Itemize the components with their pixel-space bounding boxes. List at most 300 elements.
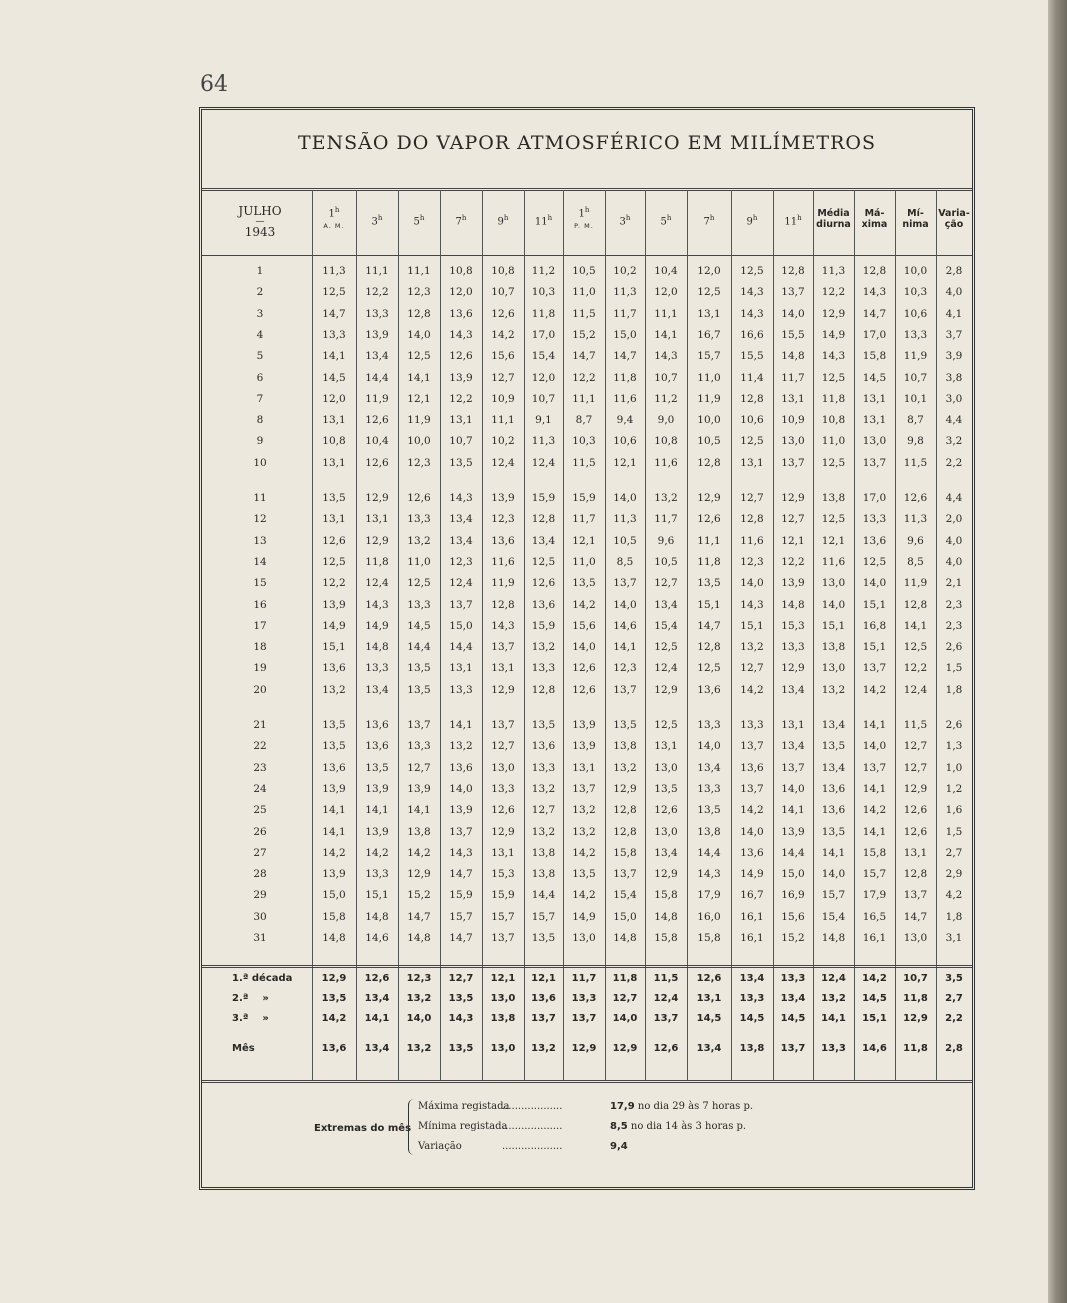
table-cell: 14,8	[781, 350, 805, 363]
table-cell: 3,8	[945, 371, 963, 384]
table-cell: 12,7	[531, 804, 556, 817]
table-cell: 12,9	[491, 683, 515, 696]
table-cell: 14,7	[449, 932, 473, 944]
table-cell: 12,1	[407, 392, 431, 405]
table-cell: 13,2	[322, 683, 346, 696]
month-dash: —	[255, 217, 265, 227]
table-cell: 11,5	[572, 456, 596, 469]
table-cell: 8,5	[907, 555, 924, 568]
table-cell: 13,1	[781, 392, 805, 405]
table-cell: 13,5	[613, 719, 637, 731]
table-cell: 12,6	[365, 456, 389, 469]
table-cell: 13,2	[449, 740, 473, 753]
table-cell: 15,9	[531, 492, 556, 504]
table-row	[202, 372, 972, 394]
summary-cell: 13,2	[406, 993, 432, 1004]
table-cell: 8,7	[907, 414, 924, 427]
table-cell: 14,1	[322, 804, 346, 817]
table-cell: 15,8	[862, 350, 887, 363]
table-cell: 13,1	[491, 662, 515, 675]
table-cell: 14,1	[613, 641, 637, 654]
table-cell: 12,8	[697, 641, 721, 654]
table-cell: 12,7	[740, 662, 764, 675]
table-row	[202, 286, 972, 308]
table-cell: 16,7	[697, 328, 721, 341]
hour-value: 3	[371, 216, 378, 228]
summary-cell: 13,5	[448, 1043, 474, 1054]
summary-cell: 13,3	[571, 993, 597, 1004]
table-cell: 10,3	[903, 286, 928, 299]
table-cell: 13,9	[407, 782, 431, 795]
table-cell: 13,6	[740, 761, 764, 774]
table-cell: 14,1	[449, 719, 473, 731]
table-cell: 10,0	[407, 435, 431, 448]
table-cell: 11,1	[491, 414, 515, 427]
table-cell: 13,3	[740, 719, 764, 731]
table-cell: 4,0	[945, 534, 963, 547]
table-cell: 13,9	[449, 371, 473, 384]
summary-cell: 13,0	[490, 1043, 516, 1054]
table-cell: 14,3	[821, 350, 846, 363]
table-cell: 14,0	[697, 740, 721, 753]
table-cell: 16,6	[740, 328, 764, 341]
table-cell: 12,7	[903, 740, 928, 753]
table-cell: 13,1	[903, 846, 928, 859]
table-cell: 8,7	[575, 414, 593, 427]
table-cell: 12,6	[449, 350, 473, 363]
day-label: 16	[253, 598, 267, 611]
hour-suffix: h	[503, 214, 509, 222]
summary-cell: 13,0	[490, 993, 516, 1004]
leader-dots: ...................	[502, 1141, 563, 1152]
table-cell: 10,8	[322, 435, 346, 448]
table-cell: 13,7	[407, 719, 431, 731]
table-cell: 13,2	[531, 641, 556, 654]
summary-row	[202, 1013, 972, 1035]
table-cell: 13,5	[697, 577, 721, 590]
table-cell: 14,1	[654, 328, 678, 341]
hour-suffix: h	[625, 214, 631, 222]
table-cell: 12,4	[491, 456, 515, 469]
table-cell: 15,0	[322, 889, 346, 902]
table-cell: 12,4	[654, 662, 678, 675]
table-cell: 11,8	[821, 392, 846, 405]
table-cell: 11,5	[572, 307, 596, 320]
summary-cell: 13,8	[490, 1013, 516, 1024]
table-cell: 12,5	[740, 265, 764, 277]
table-cell: 12,8	[613, 804, 637, 817]
hour-header	[356, 212, 398, 228]
table-cell: 10,5	[572, 265, 596, 277]
table-cell: 12,0	[531, 371, 556, 384]
table-cell: 11,9	[407, 414, 431, 427]
table-cell: 11,1	[365, 265, 389, 277]
table-cell: 13,7	[572, 782, 596, 795]
table-cell: 12,6	[903, 804, 928, 817]
table-cell: 12,6	[407, 492, 431, 504]
summary-cell: 13,1	[696, 993, 722, 1004]
table-cell: 4,4	[945, 414, 963, 427]
table-cell: 10,7	[903, 371, 928, 384]
table-row	[202, 911, 972, 933]
table-cell: 14,1	[365, 804, 389, 817]
table-cell: 13,7	[491, 719, 515, 731]
table-cell: 12,8	[740, 513, 764, 526]
table-cell: 16,7	[740, 889, 764, 902]
table-cell: 4,0	[945, 555, 963, 568]
table-cell: 13,9	[365, 782, 389, 795]
day-label: 19	[253, 662, 267, 675]
hour-suffix: h	[461, 214, 467, 222]
table-row	[202, 492, 972, 514]
table-cell: 11,3	[322, 265, 346, 277]
summary-cell: 11,7	[571, 973, 597, 984]
summary-cell: 12,6	[696, 973, 722, 984]
table-cell: 13,1	[862, 414, 887, 427]
table-cell: 13,7	[613, 577, 637, 590]
table-cell: 13,4	[821, 719, 846, 731]
summary-label: Mês	[232, 1043, 255, 1054]
table-cell: 13,4	[781, 683, 805, 696]
table-cell: 3,7	[945, 328, 963, 341]
table-cell: 15,8	[613, 846, 637, 859]
stat-header-line2: ção	[944, 219, 964, 230]
summary-cell: 2,7	[945, 993, 963, 1004]
table-cell: 13,7	[491, 932, 515, 944]
table-cell: 11,5	[903, 456, 928, 469]
table-cell: 14,1	[407, 371, 431, 384]
table-title: TENSÃO DO VAPOR ATMOSFÉRICO EM MILÍMETROS	[298, 132, 876, 154]
day-label: 24	[253, 782, 267, 795]
table-cell: 11,0	[572, 555, 596, 568]
table-cell: 15,5	[740, 350, 764, 363]
table-cell: 12,6	[903, 492, 928, 504]
table-cell: 11,6	[491, 555, 515, 568]
table-cell: 12,5	[697, 662, 721, 675]
table-cell: 2,8	[945, 265, 963, 277]
hour-value: 11	[784, 216, 798, 228]
table-row	[202, 804, 972, 826]
table-cell: 13,3	[365, 868, 389, 881]
table-cell: 14,2	[365, 846, 389, 859]
table-cell: 13,0	[862, 435, 887, 448]
summary-cell: 12,1	[490, 973, 516, 984]
table-cell: 13,7	[862, 761, 887, 774]
table-cell: 12,9	[781, 492, 805, 504]
table-cell: 12,6	[697, 513, 721, 526]
hour-value: 5	[660, 216, 667, 228]
table-cell: 14,4	[781, 846, 805, 859]
table-cell: 15,3	[781, 619, 805, 632]
header-divider	[202, 255, 972, 256]
table-frame	[199, 107, 975, 1190]
table-cell: 14,2	[740, 683, 764, 696]
table-cell: 13,5	[322, 492, 346, 504]
table-cell: 12,8	[862, 265, 887, 277]
table-cell: 14,0	[821, 598, 846, 611]
table-cell: 11,3	[531, 435, 556, 448]
table-cell: 13,6	[322, 761, 346, 774]
table-cell: 12,0	[697, 265, 721, 277]
table-cell: 13,9	[365, 825, 389, 838]
table-cell: 12,1	[572, 534, 596, 547]
table-cell: 13,0	[821, 662, 846, 675]
day-label: 4	[256, 328, 264, 341]
day-label: 18	[253, 641, 267, 654]
table-cell: 14,4	[531, 889, 556, 902]
table-cell: 3,2	[945, 435, 963, 448]
table-cell: 15,1	[862, 641, 887, 654]
table-cell: 12,0	[449, 286, 473, 299]
table-cell: 13,9	[491, 492, 515, 504]
stat-header	[813, 208, 854, 230]
hour-value: 3	[619, 216, 626, 228]
table-cell: 13,1	[740, 456, 764, 469]
table-cell: 14,7	[322, 307, 346, 320]
table-cell: 11,2	[654, 392, 678, 405]
am-pm-label: A. M.	[323, 222, 345, 231]
table-cell: 15,9	[531, 619, 556, 632]
table-cell: 15,4	[613, 889, 637, 902]
day-label: 31	[253, 932, 267, 944]
table-cell: 14,8	[407, 932, 431, 944]
table-cell: 12,5	[821, 371, 846, 384]
summary-divider	[202, 965, 972, 968]
hour-header	[605, 212, 645, 228]
table-cell: 13,1	[697, 307, 721, 320]
hour-header	[563, 204, 605, 233]
table-cell: 14,7	[697, 619, 721, 632]
summary-cell: 12,6	[364, 973, 390, 984]
table-cell: 10,4	[654, 265, 678, 277]
table-cell: 13,2	[531, 825, 556, 838]
table-cell: 14,1	[903, 619, 928, 632]
table-cell: 13,8	[407, 825, 431, 838]
day-label: 23	[253, 761, 267, 774]
table-cell: 13,9	[322, 598, 346, 611]
table-cell: 11,3	[613, 286, 637, 299]
table-cell: 10,7	[531, 392, 556, 405]
table-cell: 13,0	[491, 761, 515, 774]
table-cell: 12,2	[449, 392, 473, 405]
table-cell: 13,8	[697, 825, 721, 838]
table-cell: 12,5	[654, 719, 678, 731]
table-cell: 3,9	[945, 350, 963, 363]
table-cell: 11,8	[697, 555, 721, 568]
table-cell: 13,4	[449, 513, 473, 526]
table-cell: 13,7	[862, 662, 887, 675]
table-cell: 13,2	[740, 641, 764, 654]
table-cell: 14,0	[407, 328, 431, 341]
table-cell: 13,5	[449, 456, 473, 469]
stat-header-line1: Má-	[864, 208, 885, 219]
table-cell: 10,8	[491, 265, 515, 277]
table-cell: 12,4	[903, 683, 928, 696]
table-cell: 13,7	[613, 683, 637, 696]
table-cell: 11,9	[903, 350, 928, 363]
table-cell: 1,2	[945, 782, 963, 795]
table-cell: 14,0	[740, 825, 764, 838]
table-cell: 13,1	[654, 740, 678, 753]
table-cell: 1,8	[945, 910, 963, 923]
table-cell: 15,7	[491, 910, 515, 923]
table-cell: 13,4	[821, 761, 846, 774]
summary-cell: 2,8	[945, 1043, 963, 1054]
table-cell: 13,3	[781, 641, 805, 654]
table-cell: 12,5	[821, 456, 846, 469]
table-cell: 13,4	[365, 350, 389, 363]
hour-suffix: h	[666, 214, 672, 222]
table-cell: 12,8	[407, 307, 431, 320]
table-cell: 12,1	[781, 534, 805, 547]
table-cell: 13,9	[322, 782, 346, 795]
table-cell: 3,1	[945, 932, 963, 944]
table-cell: 14,8	[613, 932, 637, 944]
table-cell: 14,1	[862, 719, 887, 731]
table-cell: 11,8	[365, 555, 389, 568]
hour-suffix: h	[584, 206, 590, 214]
table-cell: 12,4	[531, 456, 556, 469]
extreme-label: Variação	[418, 1141, 462, 1152]
table-cell: 11,2	[531, 265, 556, 277]
table-cell: 12,5	[697, 286, 721, 299]
hour-header	[312, 204, 356, 233]
table-row	[202, 932, 972, 954]
table-cell: 15,7	[449, 910, 473, 923]
table-cell: 13,9	[572, 719, 596, 731]
table-cell: 11,6	[613, 392, 637, 405]
table-cell: 12,3	[491, 513, 515, 526]
table-cell: 14,2	[862, 804, 887, 817]
table-cell: 13,5	[322, 719, 346, 731]
summary-cell: 12,9	[612, 1043, 638, 1054]
table-cell: 13,2	[407, 534, 431, 547]
table-cell: 12,0	[322, 392, 346, 405]
table-cell: 14,2	[572, 889, 596, 902]
table-cell: 12,7	[781, 513, 805, 526]
table-cell: 12,5	[531, 555, 556, 568]
table-cell: 10,8	[654, 435, 678, 448]
table-cell: 14,3	[697, 868, 721, 881]
table-cell: 16,1	[862, 932, 887, 944]
extreme-value: 9,4	[610, 1141, 628, 1152]
table-cell: 13,5	[821, 740, 846, 753]
table-cell: 12,9	[491, 825, 515, 838]
table-cell: 12,5	[821, 513, 846, 526]
day-label: 13	[253, 534, 267, 547]
day-label: 15	[253, 577, 267, 590]
table-row	[202, 265, 972, 287]
table-cell: 12,5	[322, 286, 346, 299]
table-cell: 13,3	[903, 328, 928, 341]
table-row	[202, 350, 972, 372]
table-cell: 13,6	[365, 719, 389, 731]
summary-cell: 14,0	[406, 1013, 432, 1024]
table-cell: 9,8	[907, 435, 924, 448]
table-cell: 15,2	[781, 932, 805, 944]
table-cell: 16,0	[697, 910, 721, 923]
page-number: 64	[200, 72, 228, 97]
table-row	[202, 535, 972, 557]
table-cell: 9,6	[907, 534, 924, 547]
table-cell: 12,9	[365, 534, 389, 547]
day-label: 8	[256, 414, 264, 427]
stat-header-line1: Mí-	[907, 208, 924, 219]
table-cell: 12,2	[903, 662, 928, 675]
table-cell: 11,1	[572, 392, 596, 405]
table-cell: 12,6	[491, 804, 515, 817]
table-cell: 11,9	[365, 392, 389, 405]
table-cell: 13,3	[491, 782, 515, 795]
table-cell: 12,8	[903, 598, 928, 611]
table-row	[202, 740, 972, 762]
table-cell: 12,9	[654, 683, 678, 696]
table-cell: 10,2	[613, 265, 637, 277]
table-cell: 10,7	[491, 286, 515, 299]
summary-cell: 12,4	[653, 993, 679, 1004]
stat-header	[854, 208, 895, 230]
table-cell: 1,0	[945, 761, 963, 774]
table-cell: 13,4	[449, 534, 473, 547]
table-cell: 14,1	[821, 846, 846, 859]
table-cell: 14,9	[365, 619, 389, 632]
table-cell: 14,3	[654, 350, 678, 363]
table-cell: 13,5	[407, 662, 431, 675]
table-cell: 14,6	[613, 619, 637, 632]
table-cell: 15,2	[407, 889, 431, 902]
table-cell: 15,0	[449, 619, 473, 632]
table-cell: 11,9	[903, 577, 928, 590]
summary-label: 2.ª »	[232, 993, 269, 1004]
table-cell: 14,8	[654, 910, 678, 923]
table-cell: 10,9	[491, 392, 515, 405]
table-cell: 10,0	[903, 265, 928, 277]
summary-cell: 14,1	[821, 1013, 846, 1024]
table-cell: 15,8	[862, 846, 887, 859]
table-cell: 13,3	[365, 307, 389, 320]
table-row	[202, 435, 972, 457]
summary-cell: 12,7	[448, 973, 474, 984]
table-cell: 13,3	[697, 782, 721, 795]
table-cell: 12,6	[654, 804, 678, 817]
table-cell: 17,0	[862, 328, 887, 341]
stat-header-line1: Varia-	[938, 208, 970, 219]
table-cell: 14,9	[740, 868, 764, 881]
hour-value: 1	[578, 208, 585, 220]
hour-header	[687, 212, 731, 228]
table-cell: 15,0	[781, 868, 805, 881]
table-cell: 13,1	[781, 719, 805, 731]
table-row	[202, 414, 972, 436]
table-cell: 12,1	[613, 456, 637, 469]
table-cell: 15,0	[613, 910, 637, 923]
table-cell: 15,7	[862, 868, 887, 881]
extremes-label: Extremas do mês	[314, 1123, 412, 1134]
table-cell: 15,9	[491, 889, 515, 902]
extreme-label: Mínima registada	[418, 1121, 508, 1132]
table-cell: 13,7	[740, 782, 764, 795]
table-cell: 12,3	[407, 286, 431, 299]
table-cell: 13,3	[407, 598, 431, 611]
table-row	[202, 889, 972, 911]
hour-value: 9	[497, 216, 504, 228]
table-cell: 12,7	[654, 577, 678, 590]
day-label: 9	[256, 435, 264, 448]
table-cell: 11,1	[654, 307, 678, 320]
table-cell: 12,9	[903, 782, 928, 795]
table-cell: 8,5	[616, 555, 634, 568]
table-cell: 12,8	[531, 683, 556, 696]
